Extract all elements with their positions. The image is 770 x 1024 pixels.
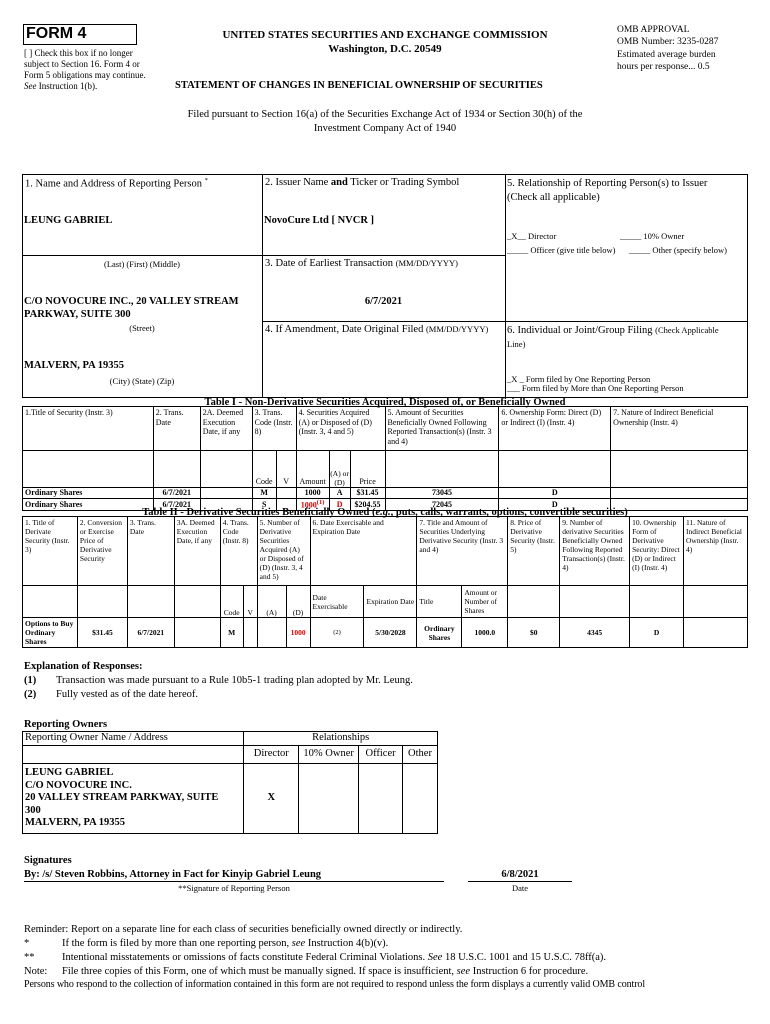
table2-title: Table II - Derivative Securities Beneficially Owned (e.g., puts, calls, warrants, options, convertible securities)	[142, 507, 628, 518]
table-row	[23, 488, 748, 499]
t1-h2: 2. Trans. Date	[153, 407, 200, 451]
t2-sub-amount: Amount or Number of Shares	[462, 586, 508, 618]
t2-h6: 6. Date Exercisable and Expiration Date	[310, 517, 417, 586]
t2-r1-owned: 4345	[560, 618, 630, 648]
persons-respond: Persons who respond to the collection of information contained in this form are not required to respond unless the form displays a currently valid OMB control	[24, 979, 646, 991]
t2-h4: 4. Trans. Code (Instr. 8)	[220, 517, 257, 586]
t2-h3a: 3A. Deemed Execution Date, if any	[174, 517, 220, 586]
t1-r2-aord: D	[329, 499, 350, 511]
owners-col-director: Director	[244, 746, 299, 764]
t2-h1: 1. Title of Derivate Security (Instr. 3)	[23, 517, 78, 586]
list-item: (2) Fully vested as of the date hereof.	[24, 689, 198, 701]
t2-sub-d: (D)	[286, 586, 310, 618]
t2-r1-form: D	[630, 618, 684, 648]
explanation	[24, 660, 413, 703]
owners-col-rel: Relationships	[244, 732, 438, 746]
t2-h9: 9. Number of derivative Securities Beneficially Owned Following Reported Transaction(s) (Instr. 4)	[560, 517, 630, 586]
t1-sub-price: Price	[350, 451, 385, 488]
t1-h7: 7. Nature of Indirect Beneficial Ownership (Instr. 4)	[611, 407, 748, 451]
statement-title: STATEMENT OF CHANGES IN BENEFICIAL OWNERSHIP OF SECURITIES	[175, 80, 543, 91]
t1-sub-v: V	[276, 451, 296, 488]
t1-sub-amount: Amount	[296, 451, 329, 488]
owners-col-other: Other	[403, 746, 438, 764]
earliest-transaction-label: 3. Date of Earliest Transaction (MM/DD/YYYY)	[265, 258, 458, 269]
footnote-double-star: ** Intentional misstatements or omissions of facts constitute Federal Criminal Violations. See 18 U.S.C. 1001 and 15 U.S.C. 78ff(a).	[24, 951, 607, 963]
t1-r2-amount-note[interactable]: (1)	[316, 499, 325, 506]
earliest-transaction-date: 6/7/2021	[364, 296, 403, 307]
issuer-label: 2. Issuer Name and Ticker or Trading Symbol	[265, 177, 460, 188]
owners-address: LEUNG GABRIEL C/O NOVOCURE INC. 20 VALLEY STREAM PARKWAY, SUITE 300 MALVERN, PA 19355	[23, 764, 244, 834]
relationship-director[interactable]: _X__ Director	[507, 231, 557, 241]
table2	[22, 516, 748, 648]
relationship-ten-pct[interactable]: _____ 10% Owner	[620, 231, 685, 241]
table1	[22, 406, 748, 511]
reminder: Reminder: Report on a separate line for each class of securities beneficially owned directly or indirectly.	[24, 924, 463, 935]
t2-r1-title: Options to Buy Ordinary Shares	[23, 618, 78, 648]
filing-one-person[interactable]: _X _ Form filed by One Reporting Person	[507, 374, 651, 384]
amendment-label: 4. If Amendment, Date Original Filed (MM/DD/YYYY)	[265, 324, 489, 335]
t1-r2-form: D	[499, 499, 611, 511]
t1-h3: 3. Trans. Code (Instr. 8)	[252, 407, 296, 451]
t1-r1-code: M	[252, 488, 276, 499]
t2-r1-deriv-price: $0	[508, 618, 560, 648]
t2-r1-code: M	[220, 618, 243, 648]
t2-r1-date: 6/7/2021	[127, 618, 174, 648]
t1-h6: 6. Ownership Form: Direct (D) or Indirect (I) (Instr. 4)	[499, 407, 611, 451]
signature-by: By: /s/ Steven Robbins, Attorney in Fact for Kinyip Gabriel Leung	[24, 869, 444, 882]
t1-h1: 1.Title of Security (Instr. 3)	[23, 407, 154, 451]
list-item: (1) Transaction was made pursuant to a Rule 10b5-1 trading plan adopted by Mr. Leung.	[24, 675, 413, 687]
t2-h8: 8. Price of Derivative Security (Instr. 5)	[508, 517, 560, 586]
filed-pursuant: Filed pursuant to Section 16(a) of the Securities Exchange Act of 1934 or Section 30(h) of the Investment Company Act of 1940	[187, 109, 583, 135]
t2-sub-expiration: Expiration Date	[364, 586, 417, 618]
t2-sub-a: (A)	[257, 586, 286, 618]
filing-more-persons[interactable]: ___ Form filed by More than One Reporting Person	[507, 383, 684, 393]
owners-col-officer: Officer	[359, 746, 403, 764]
t1-sub-aord: (A) or (D)	[329, 451, 350, 488]
t1-r2-owned: 72045	[385, 499, 499, 511]
issuer-name: NovoCure Ltd [ NVCR ]	[264, 215, 375, 226]
owners-col-10: 10% Owner	[299, 746, 359, 764]
t2-h2: 2. Conversion or Exercise Price of Derivative Security	[77, 517, 127, 586]
t1-r2-date: 6/7/2021	[153, 499, 200, 511]
t1-r1-form: D	[499, 488, 611, 499]
t1-r1-owned: 73045	[385, 488, 499, 499]
relationship-officer[interactable]: _____ Officer (give title below)	[507, 245, 616, 255]
check-box-note: [ ] Check this box if no longer subject to Section 16. Form 4 or Form 5 obligations may continue. See Instruction 1(b).	[24, 48, 146, 91]
footnote-star: * If the form is filed by more than one reporting person, see Instruction 4(b)(v).	[24, 937, 389, 949]
owners-director-mark: X	[244, 764, 299, 834]
t1-r1-aord: A	[329, 488, 350, 499]
t2-sub-exercisable: Date Exercisable	[310, 586, 364, 618]
t2-r1-under-title: Ordinary Shares	[417, 618, 462, 648]
t1-h2a: 2A. Deemed Execution Date, if any	[200, 407, 252, 451]
t2-r1-d: 1000	[286, 618, 310, 648]
filing-label: 6. Individual or Joint/Group Filing (Check Applicable Line)	[507, 325, 719, 349]
t1-r2-amount: 1000	[300, 500, 317, 510]
explanation-title: Explanation of Responses:	[24, 661, 143, 672]
t1-r1-date: 6/7/2021	[153, 488, 200, 499]
t1-h5: 5. Amount of Securities Beneficially Owned Following Reported Transaction(s) (Instr. 3 and 4)	[385, 407, 499, 451]
reporting-person-street: C/O NOVOCURE INC., 20 VALLEY STREAM PARKWAY, SUITE 300	[24, 296, 239, 321]
t2-r1-expiration: 5/30/2028	[364, 618, 417, 648]
table-row	[23, 618, 748, 648]
signature-caption: **Signature of Reporting Person	[178, 883, 290, 893]
relationship-label: 5. Relationship of Reporting Person(s) to Issuer (Check all applicable)	[507, 178, 708, 203]
name-caption: (Last) (First) (Middle)	[103, 259, 180, 269]
t1-r2-price: $204.55	[350, 499, 385, 511]
t2-h10: 10. Ownership Form of Derivative Security: Direct (D) or Indirect (I) (Instr. 4)	[630, 517, 684, 586]
t2-r1-exercisable[interactable]: (2)	[310, 618, 364, 648]
owners-col-name: Reporting Owner Name / Address	[23, 732, 244, 746]
form-title-box	[23, 24, 137, 45]
t1-r2-code: S	[252, 499, 276, 511]
omb-approval: OMB APPROVAL OMB Number: 3235-0287 Estimated average burden hours per response... 0.5	[617, 25, 719, 73]
relationship-other[interactable]: _____ Other (specify below)	[629, 245, 727, 255]
street-caption: (Street)	[129, 323, 155, 333]
t2-h5: 5. Number of Derivative Securities Acquired (A) or Disposed of (D) (Instr. 3, 4 and 5)	[257, 517, 310, 586]
t1-h4: 4. Securities Acquired (A) or Disposed of (D) (Instr. 3, 4 and 5)	[296, 407, 385, 451]
t2-r1-price: $31.45	[77, 618, 127, 648]
reporting-owners-title: Reporting Owners	[24, 719, 108, 730]
reporting-owners-table	[22, 731, 438, 834]
signature-date-caption: Date	[511, 883, 529, 893]
t1-r1-price: $31.45	[350, 488, 385, 499]
table1-title: Table I - Non-Derivative Securities Acquired, Disposed of, or Beneficially Owned	[204, 397, 566, 408]
t2-r1-under-amount: 1000.0	[462, 618, 508, 648]
city-caption: (City) (State) (Zip)	[109, 376, 175, 386]
signatures-title: Signatures	[24, 855, 72, 866]
t1-r1-amount: 1000	[296, 488, 329, 499]
agency-name: UNITED STATES SECURITIES AND EXCHANGE COMMISSION Washington, D.C. 20549	[222, 29, 548, 56]
reporting-person-name: LEUNG GABRIEL	[24, 215, 113, 226]
info-box	[22, 174, 748, 398]
footer-notes	[24, 923, 754, 992]
t2-h3: 3. Trans. Date	[127, 517, 174, 586]
t1-r2-title: Ordinary Shares	[23, 499, 154, 511]
reporting-person-city: MALVERN, PA 19355	[24, 360, 125, 371]
t1-sub-code: Code	[252, 451, 276, 488]
table-row	[23, 764, 438, 834]
t2-sub-code: Code	[220, 586, 243, 618]
t2-sub-title: Title	[417, 586, 462, 618]
t1-r1-title: Ordinary Shares	[23, 488, 154, 499]
signature-date: 6/8/2021	[468, 869, 572, 882]
t2-h11: 11. Nature of Indirect Beneficial Ownership (Instr. 4)	[684, 517, 748, 586]
form-title: FORM 4	[26, 25, 87, 42]
t2-h7: 7. Title and Amount of Securities Underlying Derivative Security (Instr. 3 and 4)	[417, 517, 508, 586]
t2-sub-v: V	[243, 586, 257, 618]
footnote-note: Note: File three copies of this Form, one of which must be manually signed. If space is insufficient, see Instruction 6 for procedure.	[24, 965, 589, 977]
reporting-person-label: 1. Name and Address of Reporting Person *	[25, 177, 208, 190]
